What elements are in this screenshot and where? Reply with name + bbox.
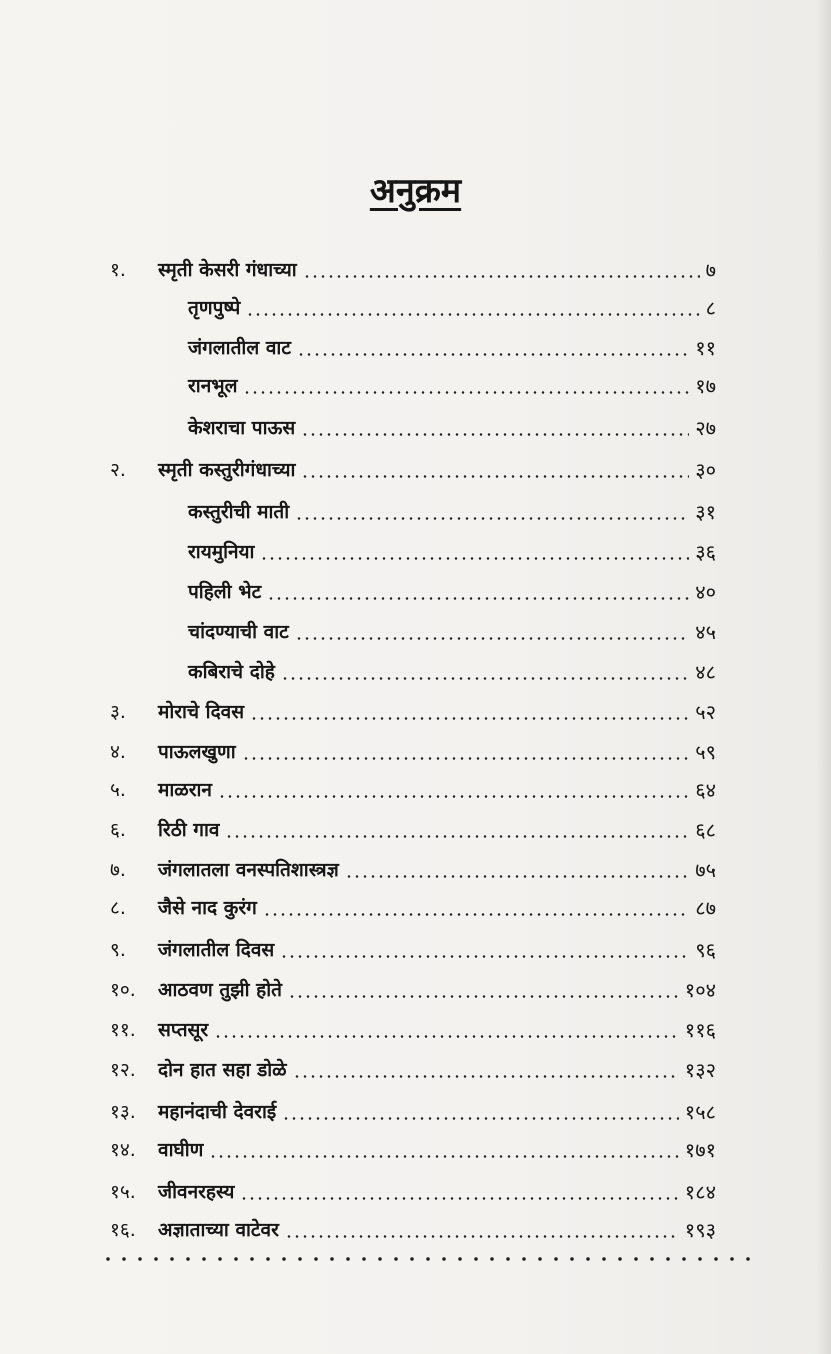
dot-leader <box>288 995 679 998</box>
toc-entry-title: पाऊलखुणा <box>158 741 236 763</box>
dot-leader <box>303 275 700 278</box>
toc-entry-title: अज्ञाताच्या वाटेवर <box>158 1219 279 1241</box>
toc-entry-title: जंगलातला वनस्पतिशास्त्रज्ञ <box>158 859 339 881</box>
toc-entry-number: १३. <box>110 1101 136 1123</box>
toc-entry-page-number: १५८ <box>684 1100 716 1124</box>
toc-entry-page-number: ३६ <box>695 540 716 564</box>
toc-entry <box>188 494 716 524</box>
toc-entry-title: रानभूल <box>188 375 238 397</box>
toc-entry-page-number: १९३ <box>684 1218 716 1242</box>
toc-entry-title: तृणपुष्पे <box>188 297 241 319</box>
toc-entry-title: आठवण तुझी होते <box>158 979 282 1001</box>
toc-entry-number: १०. <box>110 979 136 1001</box>
toc-entry-title: कबिराचे दोहे <box>188 661 275 683</box>
dot-leader <box>281 677 689 680</box>
dot-leader <box>250 717 689 720</box>
dot-leader <box>301 433 689 436</box>
toc-entry <box>110 1052 716 1082</box>
dot-leader <box>240 1197 678 1200</box>
toc-entry-page-number: ३० <box>695 458 716 482</box>
page-title: अनुक्रम <box>369 171 462 211</box>
toc-entry-number: ३. <box>110 701 126 723</box>
dot-leader <box>243 391 689 394</box>
dot-leader <box>225 835 689 838</box>
toc-entry-title: महानंदाची देवराई <box>158 1101 277 1123</box>
dot-leader <box>267 597 689 600</box>
toc-entry-title: मोराचे दिवस <box>158 701 245 723</box>
toc-entry-title: जंगलातील दिवस <box>158 939 275 961</box>
toc-entry <box>110 1094 716 1124</box>
toc-entry-number: १६. <box>110 1219 136 1241</box>
toc-entry <box>110 1132 716 1162</box>
toc-entry <box>188 368 716 398</box>
toc-entry <box>110 1012 716 1042</box>
toc-entry-page-number: २७ <box>695 416 716 440</box>
toc-entry-title: जीवनरहस्य <box>158 1181 235 1203</box>
toc-entry <box>110 812 716 842</box>
toc-entry-page-number: ५९ <box>695 740 716 764</box>
toc-entry-page-number: १७ <box>695 374 716 398</box>
toc-entry-number: ६. <box>110 819 126 841</box>
toc-entry-title: दोन हात सहा डोळे <box>158 1059 287 1081</box>
toc-entry-page-number: १०४ <box>684 978 716 1002</box>
toc-entry-title: वाघीण <box>158 1139 204 1161</box>
dot-leader <box>285 1235 679 1238</box>
toc-entry-page-number: ५२ <box>695 700 716 724</box>
toc-entry-number: ५. <box>110 779 126 801</box>
toc-entry-number: ८. <box>110 897 126 919</box>
toc-entry-number: २. <box>110 459 126 481</box>
toc-entry-title: पहिली भेट <box>188 581 262 603</box>
toc-entry <box>188 290 716 320</box>
toc-entry-page-number: ६४ <box>695 778 716 802</box>
toc-entry-page-number: ११ <box>695 336 716 360</box>
toc-entry <box>110 734 716 764</box>
toc-entry-number: १४. <box>110 1139 136 1161</box>
toc-entry-page-number: ४५ <box>695 620 716 644</box>
dot-leader <box>263 913 689 916</box>
dot-leader <box>260 557 689 560</box>
dot-leader <box>297 353 689 356</box>
toc-entry <box>188 614 716 644</box>
toc-entry-page-number: ८ <box>705 296 716 320</box>
toc-entry-number: ११. <box>110 1019 136 1041</box>
dot-leader <box>280 955 689 958</box>
toc-entry <box>188 574 716 604</box>
toc-entry <box>188 654 716 684</box>
toc-entry-page-number: ४० <box>695 580 716 604</box>
toc-entry <box>110 890 716 920</box>
dot-leader <box>214 1035 679 1038</box>
toc-entry-title: माळरान <box>158 779 212 801</box>
toc-entry-page-number: ११६ <box>684 1018 716 1042</box>
toc-entry-title: चांदण्याची वाट <box>188 621 289 643</box>
dot-leader <box>301 475 689 478</box>
dot-leader <box>246 313 699 316</box>
toc-entry-number: ९. <box>110 939 126 961</box>
toc-entry <box>110 694 716 724</box>
dot-leader <box>218 795 689 798</box>
dot-leader <box>295 517 689 520</box>
toc-entry-page-number: ७५ <box>695 858 716 882</box>
toc-entry-title: सप्तसूर <box>158 1019 209 1041</box>
toc-entry <box>110 932 716 962</box>
toc-entry-title: रायमुनिया <box>188 541 255 563</box>
toc-entry-page-number: ७ <box>705 258 716 282</box>
toc-entry <box>110 1174 716 1204</box>
toc-entry-title: कस्तुरीची माती <box>188 501 290 523</box>
toc-entry <box>110 772 716 802</box>
toc-entry-page-number: १३२ <box>684 1058 716 1082</box>
toc-entry <box>188 330 716 360</box>
dot-leader <box>345 875 689 878</box>
toc-entry <box>110 972 716 1002</box>
toc-entry <box>188 410 716 440</box>
dot-leader <box>209 1155 678 1158</box>
toc-entry <box>110 252 716 282</box>
toc-entry <box>110 1212 716 1242</box>
dot-leader <box>295 637 689 640</box>
toc-entry-number: १५. <box>110 1181 136 1203</box>
toc-entry-page-number: ४८ <box>695 660 716 684</box>
toc-entry-page-number: ९६ <box>695 938 716 962</box>
toc-entry <box>188 534 716 564</box>
toc-entry-number: १. <box>110 259 126 281</box>
toc-entry-number: ४. <box>110 741 126 763</box>
dot-leader <box>242 757 689 760</box>
dot-leader <box>293 1075 679 1078</box>
toc-entry-title: केशराचा पाऊस <box>188 417 296 439</box>
bottom-dotted-rule <box>100 1256 752 1262</box>
toc-entry-page-number: ३१ <box>695 500 716 524</box>
toc-entry-page-number: १८४ <box>684 1180 716 1204</box>
toc-entry-page-number: ८७ <box>695 896 716 920</box>
dot-leader <box>282 1117 679 1120</box>
toc-entry-title: जैसे नाद कुरंग <box>158 897 257 919</box>
toc-entry-page-number: ६८ <box>695 818 716 842</box>
toc-entry <box>110 452 716 482</box>
toc-entry-title: स्मृती कस्तुरीगंधाच्या <box>158 459 296 481</box>
toc-entry-number: ७. <box>110 859 126 881</box>
toc-entry-page-number: १७१ <box>684 1138 716 1162</box>
toc-entry-title: स्मृती केसरी गंधाच्या <box>158 259 297 281</box>
toc-entry-number: १२. <box>110 1059 136 1081</box>
toc-entry <box>110 852 716 882</box>
toc-entry-title: जंगलातील वाट <box>188 337 291 359</box>
toc-entry-title: रिठी गाव <box>158 819 220 841</box>
